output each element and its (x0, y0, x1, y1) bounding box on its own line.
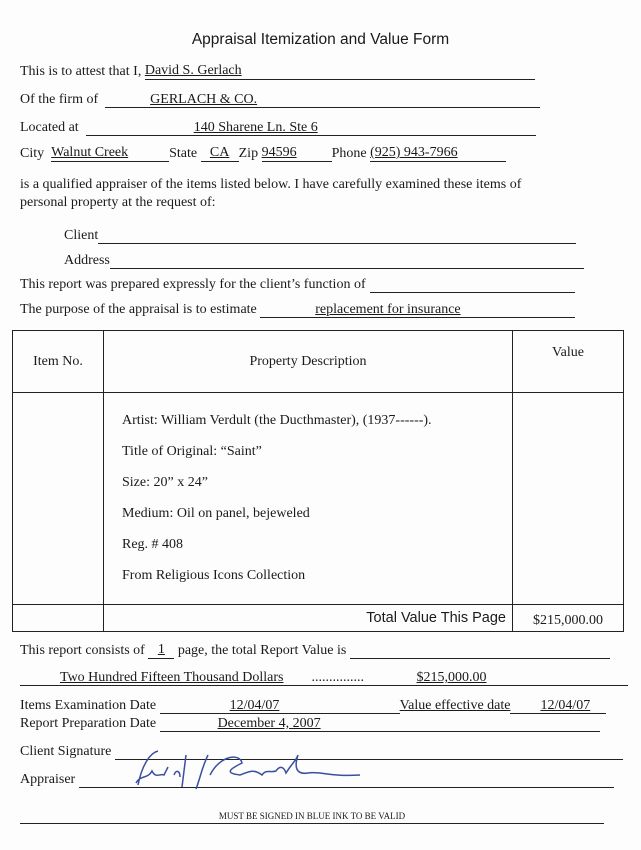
total-value: $215,000.00 (513, 605, 624, 632)
value-cell (513, 393, 624, 605)
function-field[interactable] (370, 276, 575, 293)
table-row (13, 393, 624, 605)
phone-label: Phone (331, 146, 367, 161)
prep-line (20, 714, 600, 732)
appraiser-signature (130, 745, 370, 795)
desc-collection: From Religious Icons Collection (122, 568, 306, 583)
client-address-field[interactable] (110, 252, 584, 269)
client-signature-label: Client Signature (20, 744, 112, 759)
located-line (20, 118, 536, 136)
total-empty-cell (13, 605, 104, 632)
report-value-field[interactable] (350, 642, 610, 659)
desc-title: Title of Original: “Saint” (122, 444, 262, 459)
address-field[interactable]: 140 Sharene Ln. Ste 6 (86, 120, 536, 136)
amount: $215,000.00 (416, 670, 487, 685)
blue-ink-notice: MUST BE SIGNED IN BLUE INK TO BE VALID (20, 807, 604, 824)
client-field[interactable] (98, 227, 576, 244)
attest-line (20, 62, 535, 80)
firm-line (20, 90, 540, 108)
table-header (13, 331, 624, 393)
pages-field[interactable]: 1 (148, 642, 174, 659)
city-line (20, 144, 506, 162)
appraiser-name-field[interactable]: David S. Gerlach (145, 63, 535, 80)
zip-label: Zip (238, 146, 259, 161)
total-label: Total Value This Page (104, 605, 513, 632)
items-table (12, 330, 624, 632)
purpose-label: The purpose of the appraisal is to estimate (20, 302, 257, 317)
state-field[interactable]: CA (201, 145, 239, 162)
purpose-line (20, 300, 575, 318)
desc-size: Size: 20” x 24” (122, 475, 208, 490)
header-item-no: Item No. (13, 331, 104, 393)
header-value: Value (513, 331, 624, 393)
exam-label: Items Examination Date (20, 698, 157, 713)
function-line (20, 275, 575, 293)
located-label: Located at (20, 120, 79, 135)
client-label: Client (64, 228, 99, 243)
notice-line (20, 806, 604, 824)
total-row (13, 605, 624, 632)
header-description: Property Description (104, 331, 513, 393)
qualification-text: is a qualified appraiser of the items listed below. I have carefully examined these items of (20, 177, 522, 192)
appraiser-label: Appraiser (20, 772, 76, 787)
words-line (20, 668, 628, 686)
report-suffix: page, the total Report Value is (177, 643, 347, 658)
report-pages-line (20, 641, 610, 659)
effective-label: Value effective date (399, 698, 511, 713)
zip-field[interactable]: 94596 (262, 145, 332, 162)
description-cell (104, 393, 513, 605)
desc-medium: Medium: Oil on panel, bejeweled (122, 506, 310, 521)
exam-date-field[interactable]: 12/04/07 (160, 698, 400, 714)
form-title: Appraisal Itemization and Value Form (191, 31, 450, 48)
prep-label: Report Preparation Date (20, 716, 157, 731)
city-field[interactable]: Walnut Creek (51, 145, 169, 162)
address-line (64, 251, 584, 269)
client-line (64, 226, 576, 244)
purpose-field[interactable]: replacement for insurance (260, 302, 575, 318)
address-label: Address (64, 253, 110, 268)
city-label: City (20, 146, 45, 161)
function-label: This report was prepared expressly for the client’s function of (20, 277, 366, 292)
effective-date-field[interactable]: 12/04/07 (510, 698, 606, 714)
desc-reg: Reg. # 408 (122, 537, 184, 552)
desc-artist: Artist: William Verdult (the Ducthmaster), (1937------). (122, 413, 432, 428)
value-in-words-field[interactable]: Two Hundred Fifteen Thousand Dollars ............... $215,000.00 (20, 670, 628, 686)
dots: ............... (311, 670, 365, 685)
phone-field[interactable]: (925) 943-7966 (370, 145, 506, 162)
qualification-text-2: personal property at the request of: (20, 195, 216, 210)
exam-line (20, 696, 606, 714)
item-no-cell (13, 393, 104, 605)
firm-field[interactable]: GERLACH & CO. (105, 92, 540, 108)
state-label: State (169, 146, 198, 161)
firm-label: Of the firm of (20, 92, 99, 107)
prep-date-field[interactable]: December 4, 2007 (160, 716, 600, 732)
report-prefix: This report consists of (20, 643, 145, 658)
attest-label: This is to attest that I, (20, 64, 142, 79)
